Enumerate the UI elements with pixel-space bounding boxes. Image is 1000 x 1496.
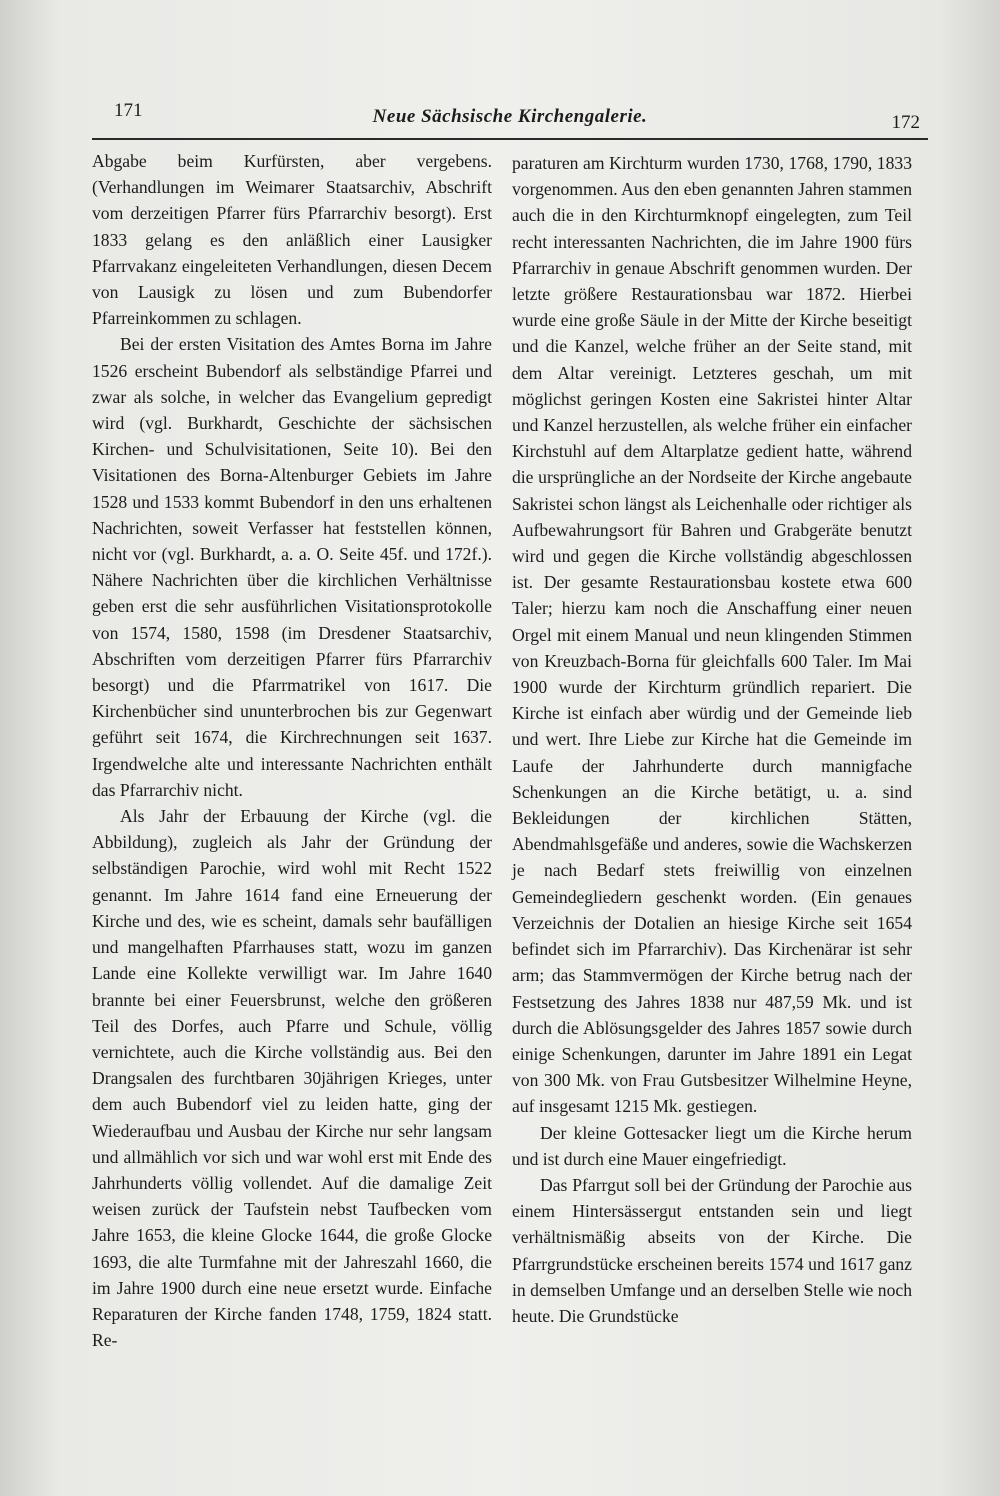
paragraph: paraturen am Kirchturm wurden 1730, 1768, 1790, 1833 vorgenommen. Aus den eben genannten Jahren stammen auch die in den Kirchturmknopf eingelegten, zum Teil recht interessanten Nachrichten, die im Jahre 1900 fürs Pfarrarchiv in genaue Abschrift genommen wurden. Der letzte größere Restaurationsbau war 1872. Hierbei wurde eine große Säule in der Mitte der Kirche beseitigt und die Kanzel, welche früher an der Seite stand, mit dem Altar vereinigt. Letzteres geschah, um mit möglichst geringen Kosten eine Sakristei hinter Altar und Kanzel herzustellen, als welche früher ein einfacher Kirchstuhl auf dem Altarplatze gedient hatte, während die ursprüngliche an der Nordseite der Kirche angebaute Sakristei schon längst als Leichenhalle oder richtiger als Aufbewahrungsort für Bahren und Grabgeräte benutzt wird und gegen die Kirche vollständig abgeschlossen ist. Der gesamte Restaurationsbau kostete etwa 600 Taler; hierzu kam noch die Anschaffung einer neuen Orgel mit einem Manual und neun klingenden Stimmen von Kreuzbach-Borna für gleichfalls 600 Taler. Im Mai 1900 wurde der Kirchturm gründlich repariert. Die Kirche ist einfach aber würdig und der Gemeinde lieb und wert. Ihre Liebe zur Kirche hat die Gemeinde im Laufe der Jahrhunderte durch mannigfache Schenkungen an die Kirche betätigt, u. a. sind Bekleidungen der kirchlichen Stätten, Abendmahlsgefäße und anderes, sowie die Wachskerzen je nach Bedarf stets freiwillig von einzelnen Gemeindegliedern geschenkt worden. (Ein genaues Verzeichnis der Dotalien an hiesige Kirche seit 1654 befindet sich im Pfarrarchiv). Das Kirchenärar ist sehr arm; das Stammvermögen der Kirche betrug nach der Festsetzung des Jahres 1838 nur 487,59 Mk. und ist durch die Ablösungsgelder des Jahres 1857 sowie durch einige Schenkungen, darunter im Jahre 1891 ein Legat von 300 Mk. von Frau Gutsbesitzer Wilhelmine Heyne, auf insgesamt 1215 Mk. gestiegen. xyxy=(512,153,912,1117)
paragraph: Als Jahr der Erbauung der Kirche (vgl. die Abbildung), zugleich als Jahr der Gründung der selbständigen Parochie, wird wohl mit Recht 1522 genannt. Im Jahre 1614 fand eine Erneuerung der Kirche und des, wie es scheint, damals sehr baufälligen und mangelhaften Pfarrhauses statt, wozu im ganzen Lande eine Kollekte verwilligt war. Im Jahre 1640 brannte bei einer Feuersbrunst, welche den größeren Teil des Dorfes, auch Pfarre und Schule, völlig vernichtete, auch die Kirche vollständig aus. Bei den Drangsalen des furchtbaren 30jährigen Krieges, unter dem auch Bubendorf viel zu leiden hatte, ging der Wiederaufbau und Ausbau der Kirche nur sehr langsam und allmählich vor sich und war wohl erst mit Ende des Jahrhunderts völlig vollendet. Auf die damalige Zeit weisen zurück der Taufstein nebst Taufbecken vom Jahre 1653, die kleine Glocke 1644, die große Glocke 1693, die alte Turmfahne mit der Jahreszahl 1660, die im Jahre 1900 durch eine neue ersetzt wurde. Einfache Reparaturen der Kirche fanden 1748, 1759, 1824 statt. Re- xyxy=(92,806,492,1351)
paragraph: Das Pfarrgut soll bei der Gründung der Parochie aus einem Hintersässergut entstanden sein und liegt verhältnismäßig abseits von der Kirche. Die Pfarrgrundstücke erscheinen bereits 1574 und 1617 ganz in demselben Umfange und an derselben Stelle wie noch heute. Die Grundstücke xyxy=(512,1174,912,1326)
paragraph: Abgabe beim Kurfürsten, aber vergebens. (Verhandlungen im Weimarer Staatsarchiv, Abschrift vom derzeitigen Pfarrer fürs Pfarrarchiv besorgt). Erst 1833 gelang es den anläßlich einer Lausigker Pfarrvakanz eingeleiteten Verhandlungen, diesen Decem von Lausigk zu lösen und zum Bubendorfer Pfarreinkommen zu schlagen. xyxy=(92,151,492,329)
left-column xyxy=(92,148,492,1353)
page-header xyxy=(92,98,928,140)
running-title: Neue Sächsische Kirchengalerie. xyxy=(372,106,648,127)
right-column xyxy=(512,150,912,1329)
paragraph: Bei der ersten Visitation des Amtes Borna im Jahre 1526 erscheint Bubendorf als selbständige Pfarrei und zwar als solche, in welcher das Evangelium gepredigt wird (vgl. Burkhardt, Geschichte der sächsischen Kirchen- und Schulvisitationen, Seite 10). Bei den Visitationen des Borna-Altenburger Gebiets im Jahre 1528 und 1533 kommt Bubendorf in den uns erhaltenen Nachrichten, soweit Verfasser hat feststellen können, nicht vor (vgl. Burkhardt, a. a. O. Seite 45f. und 172f.). Nähere Nachrichten über die kirchlichen Verhältnisse geben erst die sehr ausführlichen Visitationsprotokolle von 1574, 1580, 1598 (im Dresdener Staatsarchiv, Abschriften vom derzeitigen Pfarrer fürs Pfarrarchiv besorgt) und die Pfarrmatrikel von 1617. Die Kirchenbücher sind ununterbrochen bis zur Gegenwart geführt seit 1674, die Kirchrechnungen seit 1637. Irgendwelche alte und interessante Nachrichten enthält das Pfarrarchiv nicht. xyxy=(92,334,492,800)
right-page-number: 172 xyxy=(891,112,920,133)
left-page-number: 171 xyxy=(114,100,143,121)
paragraph: Der kleine Gottesacker liegt um die Kirche herum und ist durch eine Mauer eingefriedigt. xyxy=(512,1122,912,1169)
